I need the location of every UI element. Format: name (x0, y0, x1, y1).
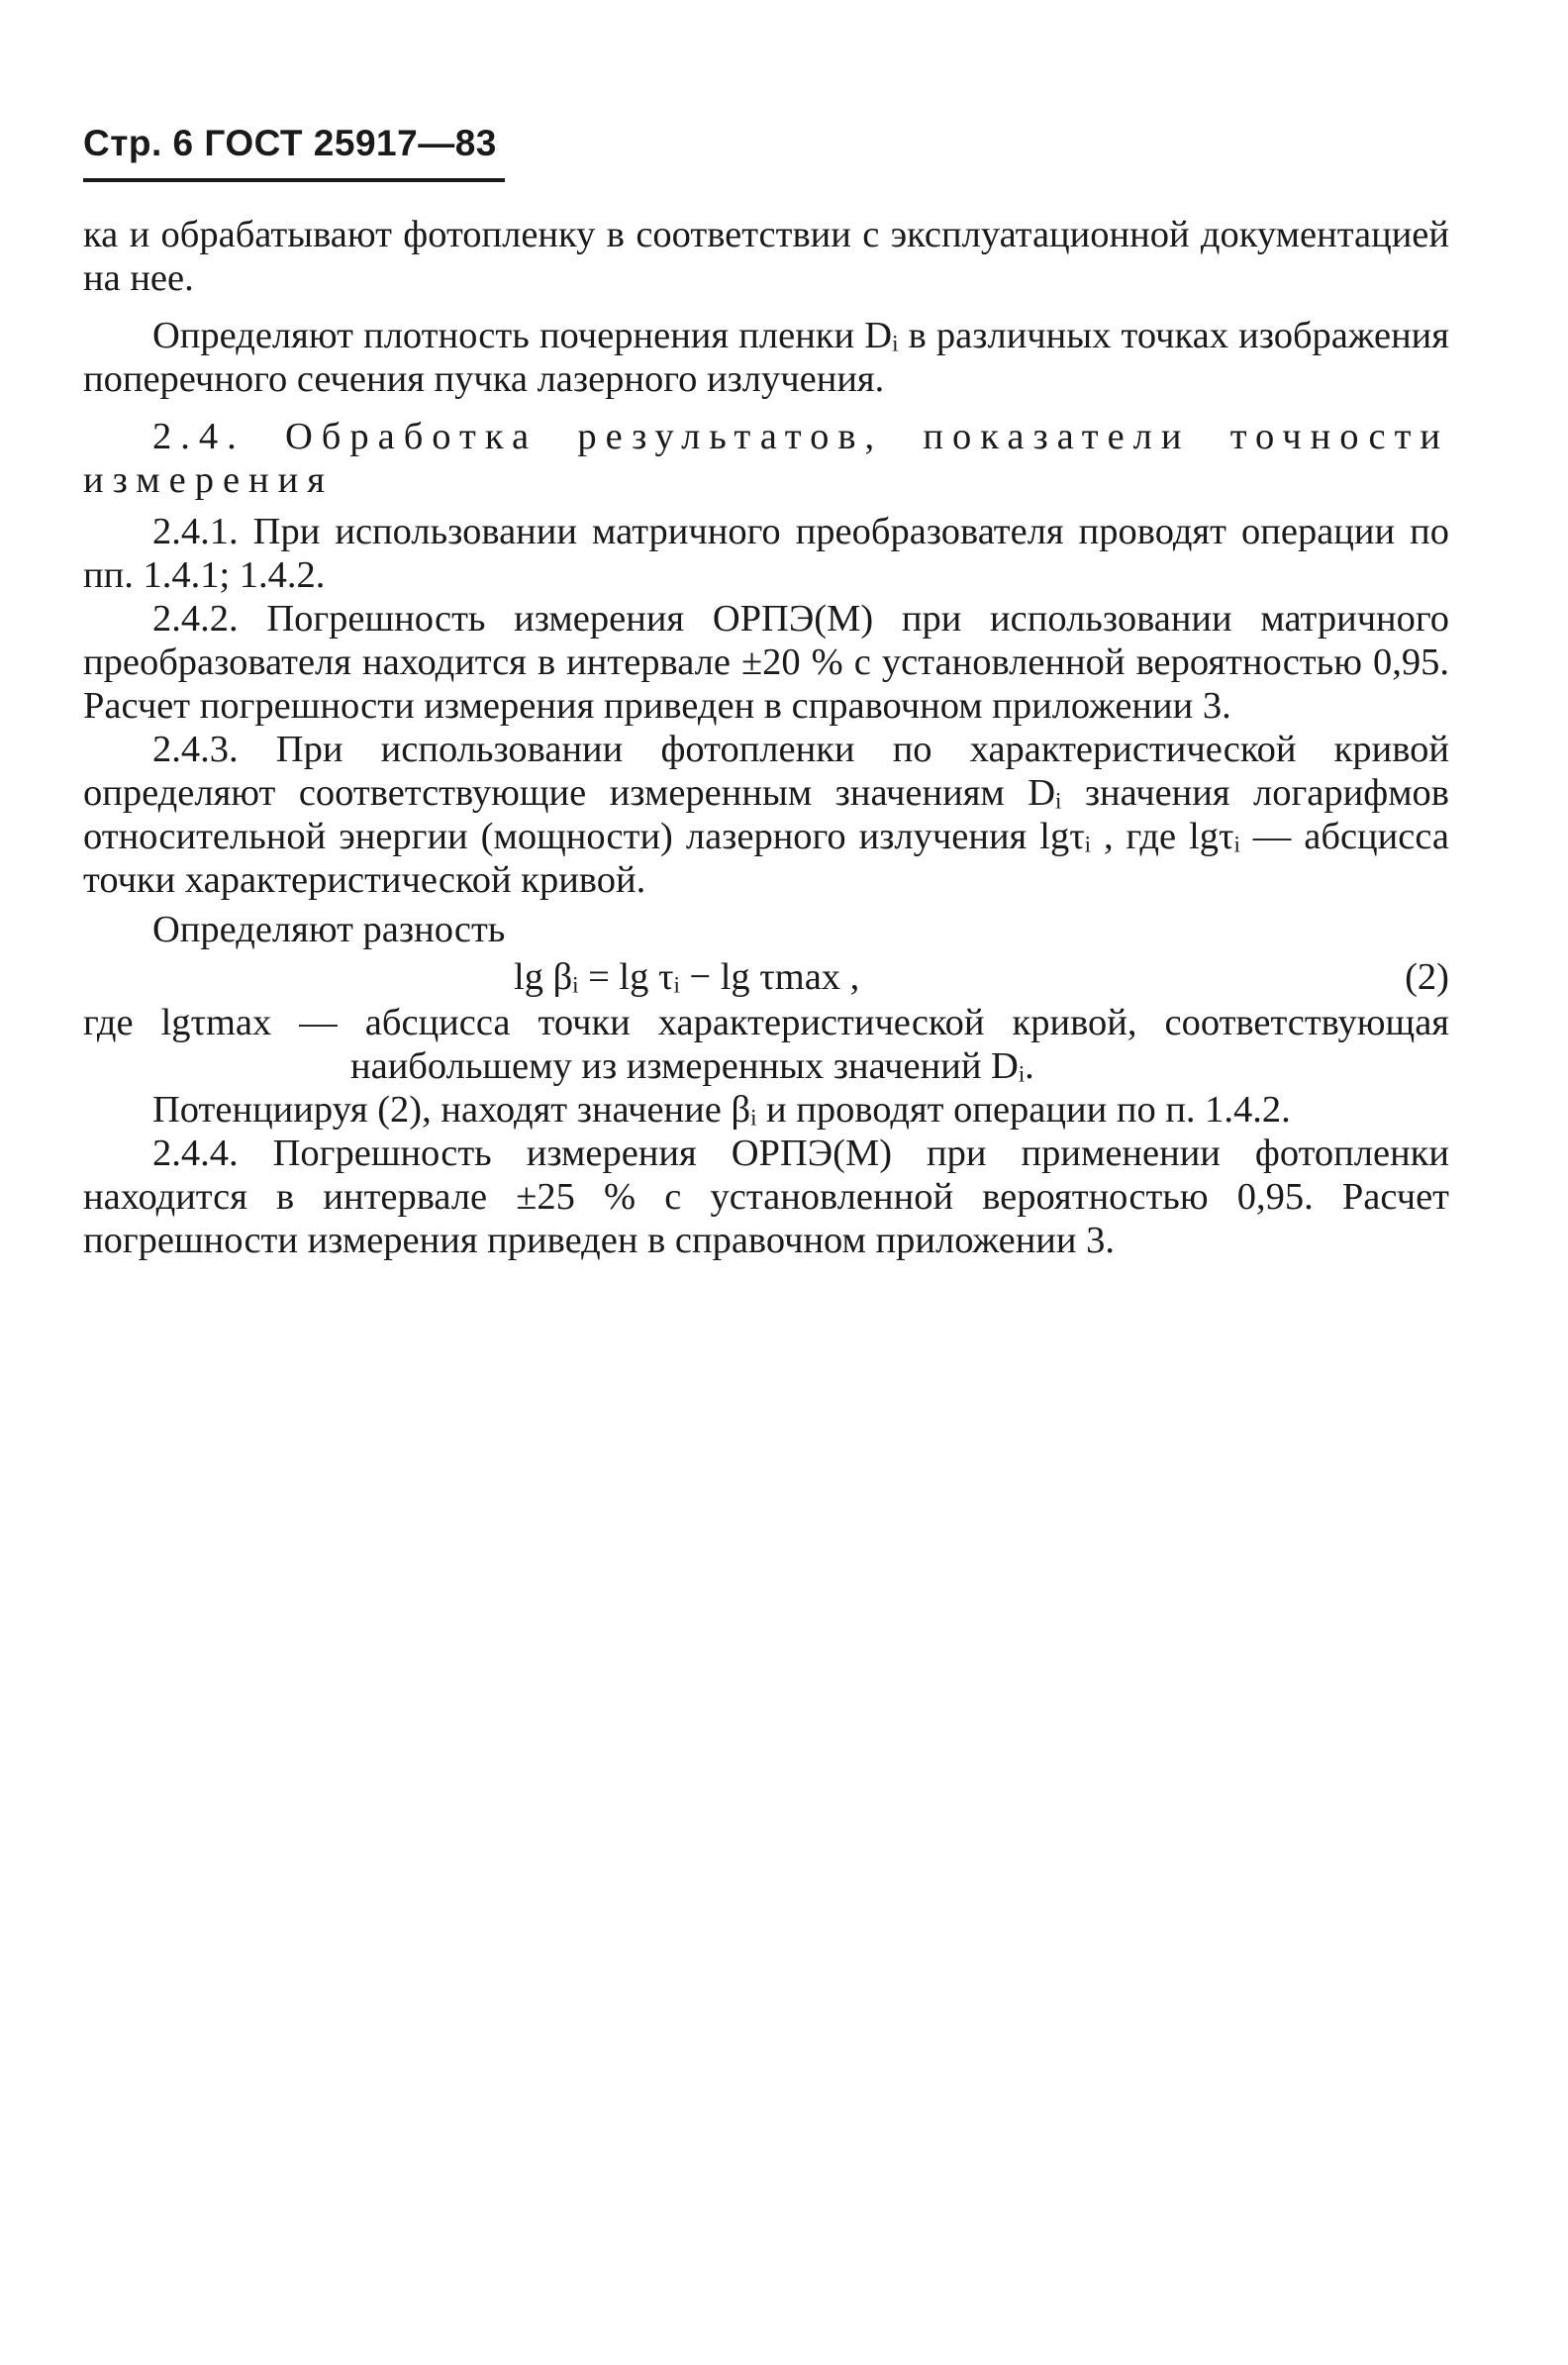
equation-number: (2) (1405, 956, 1449, 998)
paragraph-2-4-2: 2.4.2. Погрешность измерения ОРПЭ(M) при использовании матричного преобразователя находится в интервале ±20 % с установленной вероятностью 0,95. Расчет погрешности измерения приведен в справочном приложении 3. (83, 598, 1449, 727)
body-text (83, 213, 1449, 1262)
section-heading-2-4: 2.4. Обработка результатов, показатели точности измерения (83, 416, 1449, 501)
paragraph-continuation: ка и обрабатывают фотопленку в соответствии с эксплуатационной документацией на нее. (83, 214, 1449, 299)
formula-row (83, 955, 1449, 1001)
paragraph-2-4-3: 2.4.3. При использовании фотопленки по характеристической кривой определяют соответствующие измеренным значениям Dᵢ значения логарифмов относительной энергии (мощности) лазерного излучения lgτᵢ , где lgτᵢ — абсцисса точки характеристической кривой. (83, 729, 1449, 901)
formula: lg βᵢ = lg τᵢ − lg τmax , (514, 956, 860, 998)
paragraph-difference: Определяют разность (152, 909, 506, 950)
formula-explanation: где lgτmax — абсцисса точки характеристической кривой, соответствующая наибольшему из измеренных значений Dᵢ. (83, 1002, 1449, 1087)
paragraph-2-4-4: 2.4.4. Погрешность измерения ОРПЭ(M) при применении фотопленки находится в интервале ±25 % с установленной вероятностью 0,95. Расчет погрешности измерения приведен в справочном приложении 3. (83, 1133, 1449, 1261)
header-rule (83, 178, 505, 182)
paragraph-density: Определяют плотность почернения пленки Dᵢ в различных точках изображения поперечного сечения пучка лазерного излучения. (83, 315, 1449, 400)
paragraph-2-4-1: 2.4.1. При использовании матричного преобразователя проводят операции по пп. 1.4.1; 1.4.2. (83, 511, 1449, 596)
page-header: Стр. 6 ГОСТ 25917—83 (83, 123, 497, 163)
paragraph-potentiating: Потенциируя (2), находят значение βᵢ и проводят операции по п. 1.4.2. (152, 1089, 1291, 1131)
